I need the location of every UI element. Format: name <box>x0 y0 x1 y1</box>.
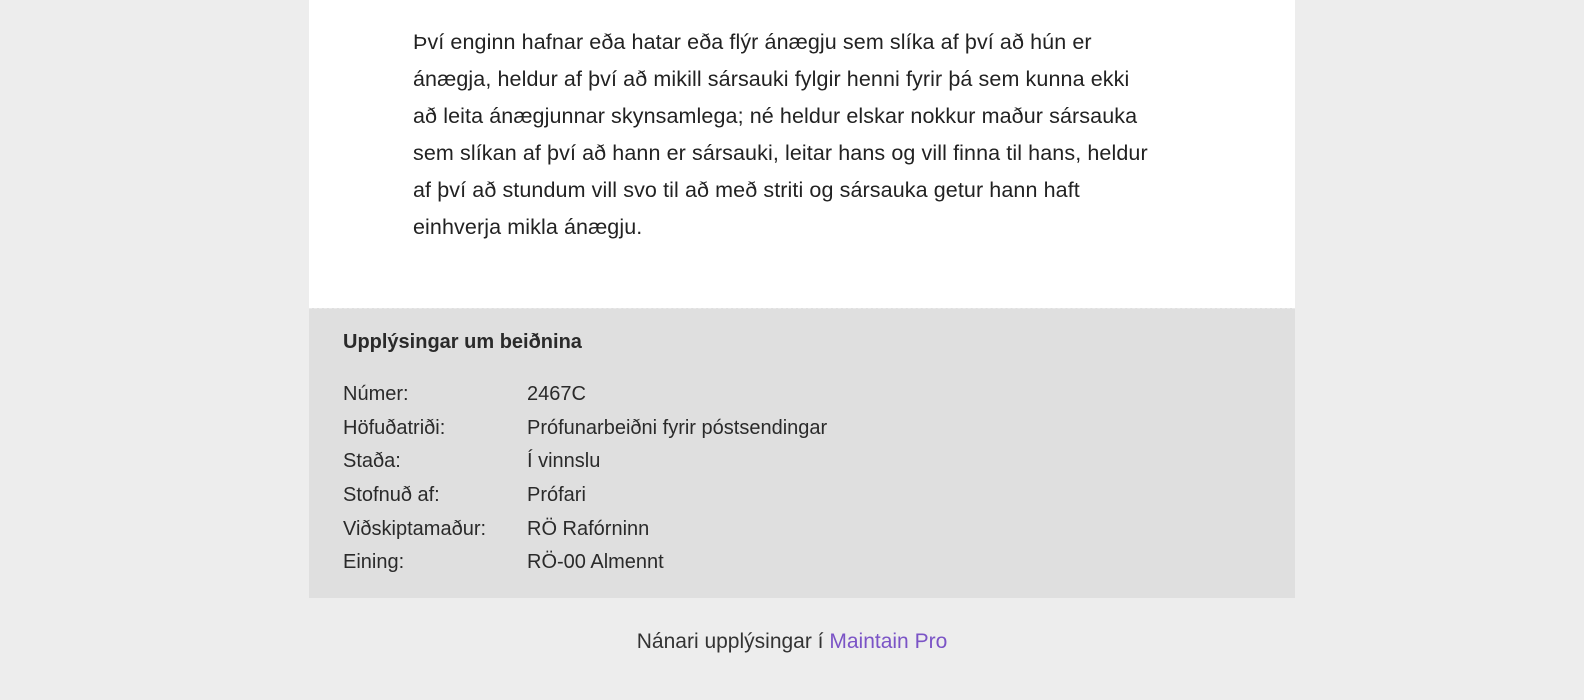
info-value: 2467C <box>527 383 586 406</box>
info-row-customer <box>343 512 827 546</box>
info-value: Prófunarbeiðni fyrir póstsendingar <box>527 416 828 439</box>
info-label: Staða: <box>343 450 401 473</box>
maintain-pro-link[interactable]: Maintain Pro <box>829 630 948 653</box>
info-row-status <box>343 445 827 479</box>
info-label: Eining: <box>343 551 405 574</box>
email-card <box>309 0 1295 598</box>
info-label: Viðskiptamaður: <box>343 517 487 540</box>
info-value: Prófari <box>527 484 586 507</box>
footer <box>0 630 1584 654</box>
info-row-unit <box>343 546 827 580</box>
message-text: Því enginn hafnar eða hatar eða flýr ánægju sem slíka af því að hún er ánægja, heldur af því að mikill sársauki fylgir henni fyrir þá sem kunna ekki að leita ánægjunnar skynsamlega; né heldur elskar nokkur maður sársauka sem slíkan af því að hann er sársauki, leitar hans og vill finna til hans, heldur af því að stundum vill svo til að með striti og sársauka getur hann haft einhverja mikla ánægju. <box>413 30 1148 239</box>
request-info-table <box>343 378 827 580</box>
info-row-number <box>343 378 827 412</box>
info-value: RÖ Rafórninn <box>527 517 650 540</box>
info-row-subject <box>343 412 827 446</box>
request-info-panel <box>309 308 1295 598</box>
info-label: Stofnuð af: <box>343 484 440 507</box>
message-body <box>309 0 1295 308</box>
info-label: Höfuðatriði: <box>343 416 446 439</box>
info-row-created-by <box>343 479 827 513</box>
request-info-title: Upplýsingar um beiðnina <box>343 331 582 353</box>
footer-text: Nánari upplýsingar í <box>636 630 830 653</box>
info-label: Númer: <box>343 383 409 406</box>
info-value: RÖ-00 Almennt <box>527 551 664 574</box>
info-value: Í vinnslu <box>527 450 601 473</box>
